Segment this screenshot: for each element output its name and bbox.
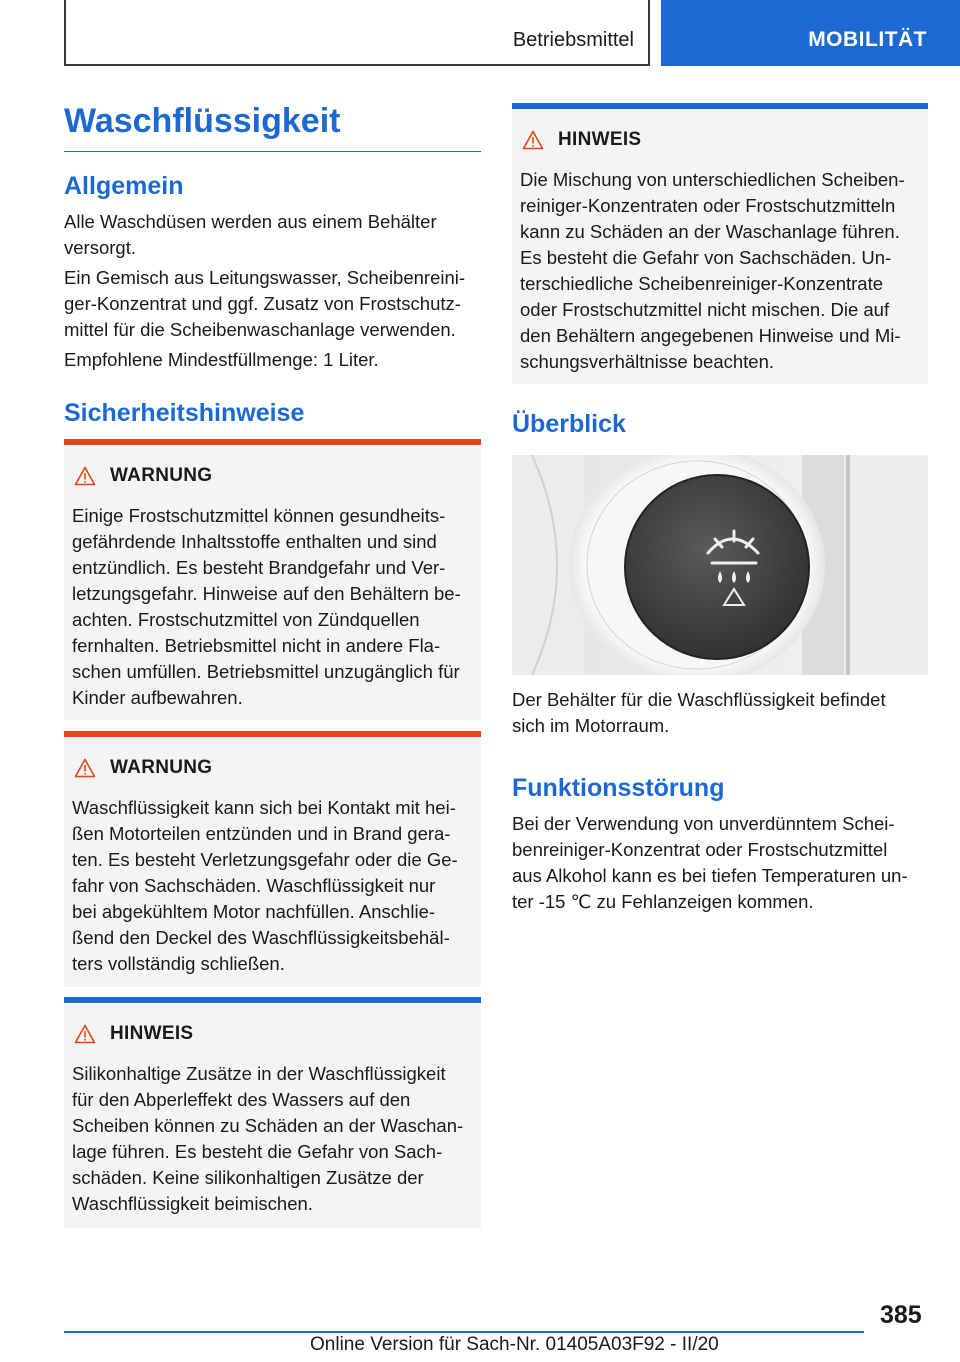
header-section-tab	[64, 0, 650, 66]
hint-text-1: Silikonhaltige Zusätze in der Waschflüssigkeit für den Abperleffekt des Wassers auf den Scheiben können zu Schäden an der Waschan- lage führen. Es besteht die Gefahr von Sach- schäden. Keine silikonhaltigen Zusätze der Waschflüssigkeit beimischen.	[72, 1063, 464, 1214]
hint-label: HINWEIS	[110, 1023, 194, 1044]
hint-box-1	[64, 997, 481, 1228]
heading-sicherheitshinweise: Sicherheitshinweise	[64, 399, 305, 427]
allgemein-paragraph-2: Ein Gemisch aus Leitungswasser, Scheibenreini- ger-Konzentrat und ggf. Zusatz von Frostschutz- mittel für die Scheibenwaschanlage verwenden.	[64, 267, 466, 340]
warning-triangle-icon	[522, 130, 544, 150]
ueberblick-caption: Der Behälter für die Waschflüssigkeit befindet sich im Motorraum.	[512, 689, 886, 736]
page-title: Waschflüssigkeit	[64, 102, 481, 152]
hint-label: HINWEIS	[558, 129, 642, 150]
header-chapter-label: MOBILITÄT	[808, 28, 927, 51]
header-section-label: Betriebsmittel	[512, 29, 634, 51]
hint-text-2: Die Mischung von unterschiedlichen Scheiben- reiniger-Konzentraten oder Frostschutzmitteln kann zu Schäden an der Waschanlage führen. Es besteht die Gefahr von Sachschäden. Un- terschiedliche Scheibenreiniger-Konzentrate oder Frostschutzmittel nicht mischen. Die auf den Behältern angegebenen Hinweise und Mi- schungsverhältnisse beachten.	[520, 169, 905, 372]
washer-fluid-cap-photo	[512, 455, 928, 675]
heading-allgemein: Allgemein	[64, 172, 184, 200]
warning-triangle-icon	[74, 758, 96, 778]
warning-triangle-icon	[74, 466, 96, 486]
funktionsstoerung-text: Bei der Verwendung von unverdünntem Schei- benreiniger-Konzentrat oder Frostschutzmittel aus Alkohol kann es bei tiefen Temperaturen un- ter -15 ℃ zu Fehlanzeigen kommen.	[512, 813, 908, 912]
heading-funktionsstoerung: Funktionsstörung	[512, 774, 725, 802]
heading-ueberblick: Überblick	[512, 410, 626, 438]
warning-label: WARNUNG	[110, 757, 213, 778]
allgemein-paragraph-3: Empfohlene Mindestfüllmenge: 1 Liter.	[64, 349, 379, 370]
allgemein-paragraph-1: Alle Waschdüsen werden aus einem Behälter versorgt.	[64, 211, 437, 258]
header-chapter-tab	[661, 0, 960, 66]
warning-label: WARNUNG	[110, 465, 213, 486]
hint-box-2	[512, 103, 928, 384]
warning-text-2: Waschflüssigkeit kann sich bei Kontakt mit hei- ßen Motorteilen entzünden und in Brand gera- ten. Es besteht Verletzungsgefahr oder die Ge- fahr von Sachschäden. Waschflüssigkeit nur bei abgekühltem Motor nachfüllen. Anschlie- ßend den Deckel des Waschflüssigkeitsbehäl- ters vollständig schließen.	[72, 797, 458, 974]
footer-online-version: Online Version für Sach-Nr. 01405A03F92 - II/20	[310, 1334, 719, 1355]
warning-triangle-icon	[74, 1024, 96, 1044]
washer-reservoir-illustration	[512, 455, 928, 675]
warning-text-1: Einige Frostschutzmittel können gesundheits- gefährdende Inhaltsstoffe enthalten und sind entzündlich. Es besteht Brandgefahr und Ver- letzungsgefahr. Hinweise auf den Behältern be- achten. Frostschutzmittel von Zündquellen fernhalten. Betriebsmittel nicht in andere Fla- schen umfüllen. Betriebsmittel unzugänglich für Kinder aufbewahren.	[72, 505, 461, 708]
page-number: 385	[880, 1301, 922, 1329]
footer-divider	[64, 1331, 864, 1333]
warning-box-2	[64, 731, 481, 987]
warning-box-1	[64, 439, 481, 720]
